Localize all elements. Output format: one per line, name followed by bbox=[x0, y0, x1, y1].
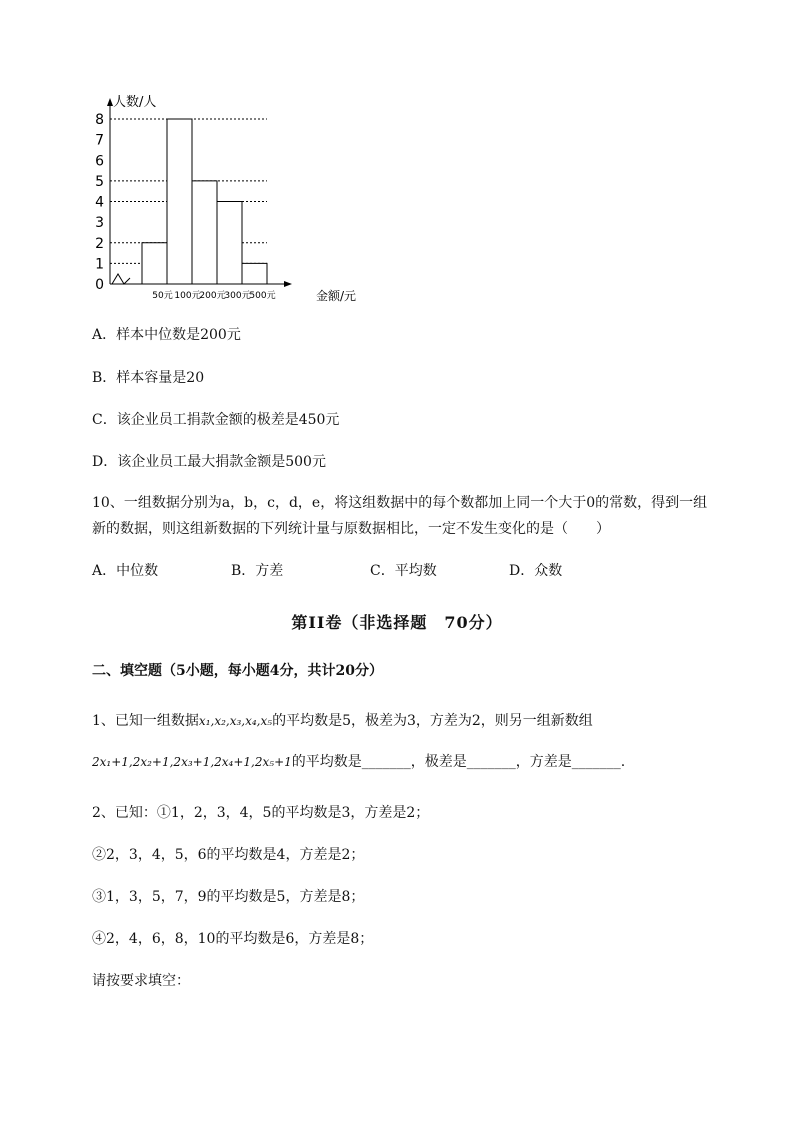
y-tick-label: 1 bbox=[95, 256, 104, 273]
fill1-line1 bbox=[92, 710, 593, 730]
fill2-line4: ④2，4，6，8，10的平均数是6，方差是8； bbox=[92, 931, 374, 947]
q10-option-c: C．平均数 bbox=[370, 563, 437, 579]
fill1-prefix: 1、已知一组数据 bbox=[92, 713, 199, 729]
histogram-bar bbox=[217, 202, 242, 285]
y-tick-label: 5 bbox=[95, 173, 104, 190]
histogram-bar bbox=[142, 243, 167, 284]
y-tick-label: 8 bbox=[95, 112, 104, 128]
q10-stem-line2: 新的数据，则这组新数据的下列统计量与原数据相比，一定不发生变化的是（ ） bbox=[92, 521, 610, 537]
histogram-chart bbox=[80, 88, 380, 308]
q9-option-c: C．该企业员工捐款金额的极差是450元 bbox=[92, 412, 340, 428]
y-tick-label: 4 bbox=[95, 194, 104, 211]
histogram-svg bbox=[80, 88, 380, 308]
histogram-bar bbox=[192, 181, 217, 284]
q10-option-d: D．众数 bbox=[509, 563, 563, 579]
y-tick-label: 0 bbox=[95, 277, 104, 293]
x-tick-label: 200元 bbox=[199, 291, 226, 301]
q10-option-b: B．方差 bbox=[231, 563, 284, 579]
q9-option-d: D．该企业员工最大捐款金额是500元 bbox=[92, 454, 326, 470]
y-tick-label: 2 bbox=[95, 235, 104, 252]
x-tick-label: 100元 bbox=[174, 291, 201, 301]
fill1-line2 bbox=[92, 751, 625, 771]
x-tick-label: 50元 bbox=[152, 291, 173, 301]
axis-break-mark bbox=[112, 274, 130, 284]
q9-option-b: B．样本容量是20 bbox=[92, 370, 205, 386]
y-tick-label: 6 bbox=[95, 153, 104, 170]
x-tick-label: 500元 bbox=[249, 291, 276, 301]
x-axis-label: 金额/元 bbox=[316, 289, 357, 303]
x-axis-arrow bbox=[284, 281, 292, 287]
fill2-line2: ②2，3，4，5，6的平均数是4，方差是2； bbox=[92, 847, 365, 863]
q10-stem-line1: 10、一组数据分别为a，b，c，d，e，将这组数据中的每个数都加上同一个大于0的常数，得到一组 bbox=[92, 495, 708, 511]
q9-option-a: A．样本中位数是200元 bbox=[92, 327, 241, 343]
q10-option-a: A．中位数 bbox=[92, 563, 159, 579]
histogram-bar bbox=[167, 119, 192, 284]
part2-title: 第II卷（非选择题 70分） bbox=[291, 613, 503, 632]
fill2-line1: 2、已知：①1，2，3，4，5的平均数是3，方差是2； bbox=[92, 805, 430, 821]
histogram-bar bbox=[242, 263, 267, 284]
section2-title: 二、填空题（5小题，每小题4分，共计20分） bbox=[92, 663, 383, 679]
fill1-data-set: x₁,x₂,x₃,x₄,x₅ bbox=[198, 714, 273, 728]
x-tick-label: 300元 bbox=[224, 291, 251, 301]
y-tick-label: 3 bbox=[95, 215, 104, 232]
fill1-line2-rest: 的平均数是_______，极差是_______，方差是_______. bbox=[291, 754, 626, 770]
fill1-new-set: 2x₁+1,2x₂+1,2x₃+1,2x₄+1,2x₅+1 bbox=[92, 755, 292, 769]
fill2-line5: 请按要求填空： bbox=[92, 973, 190, 989]
y-tick-label: 7 bbox=[95, 132, 104, 149]
fill2-line3: ③1，3，5，7，9的平均数是5，方差是8； bbox=[92, 889, 365, 905]
y-axis-label: 人数/人 bbox=[113, 95, 157, 110]
fill1-suffix: 的平均数是5，极差为3，方差为2，则另一组新数组 bbox=[272, 713, 593, 729]
